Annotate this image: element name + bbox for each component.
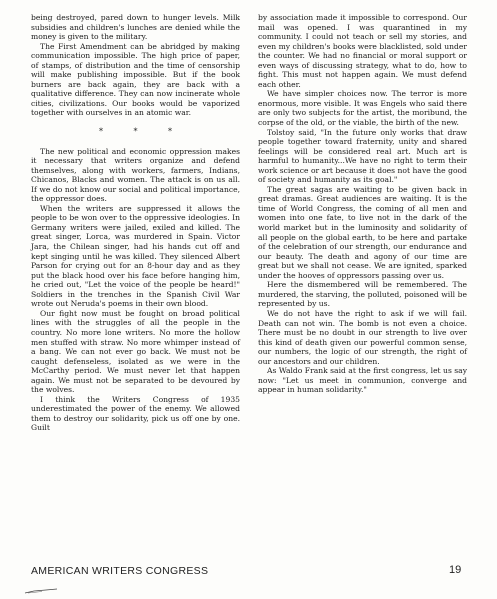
right-paragraph-6: We do not have the right to ask if we will fail. Death can not win. The bomb is not even a choice. There must be no doubt in our strength to live over this kind of death given our powerful common sense, our numbers, the logic of our strength, the right of our ancestors and our children.: [258, 308, 467, 366]
left-paragraph-3: The new political and economic oppression makes it necessary that writers organize and defend themselves, along with workers, farmers, Indians, Chicanos, Blacks and women. The attack is on us all. If we do not know our social and political importance, the oppressor does.: [31, 146, 240, 204]
section-separator: * * *: [98, 127, 187, 137]
page-number: 19: [449, 564, 462, 576]
running-footer-title: AMERICAN WRITERS CONGRESS: [31, 565, 209, 577]
right-paragraph-7: As Waldo Frank said at the first congress, let us say now: "Let us meet in communion, converge and appear in human solidarity.": [258, 366, 467, 395]
left-column: [31, 13, 240, 433]
right-paragraph-5: Here the dismembered will be remembered. The murdered, the starving, the polluted, poisoned will be represented by us.: [258, 280, 467, 309]
right-paragraph-2: We have simpler choices now. The terror is more enormous, more visible. It was Engels who said there are only two subjects for the artist, the moribund, the corpse of the old, or the viable, the birth of the new.: [258, 89, 467, 128]
left-paragraph-2: The First Amendment can be abridged by making communication impossible. The high price of paper, of stamps, of distribution and the time of censorship will make publishing impossible. But if the book burners are back again, they are back with a qualitative difference. They can now incinerate whole cities, civilizations. Our books would be vaporized together with ourselves in an atomic war.: [31, 41, 240, 118]
right-paragraph-4: The great sagas are waiting to be given back in great dramas. Great audiences are waiting. It is the time of World Congress, the coming of all men and women into one fate, to live not in the dark of the world market but in the luminosity and solidarity of all people on the global earth, to be here and partake of the celebration of our strength, our endurance and our beauty. The death and agony of our time are great but we shall not cease. We are ignited, sparked under the hooves of oppressors passing over us.: [258, 184, 467, 280]
right-paragraph-1: by association made it impossible to correspond. Our mail was opened. I was quarantined in my community. I could not teach or sell my stories, and even my children's books were blacklisted, sold under the counter. We had no financial or moral support or even ways of discussing strategy, what to do, how to fight. This must not happen again. We must defend each other.: [258, 13, 467, 89]
right-column: [258, 13, 467, 395]
left-paragraph-6: I think the Writers Congress of 1935 underestimated the power of the enemy. We allowed them to destroy our solidarity, pick us off one by one. Guilt: [31, 394, 240, 433]
left-paragraph-4: When the writers are suppressed it allows the people to be won over to the oppressive ideologies. In Germany writers were jailed, exiled and killed. The great singer, Lorca, was murdered in Spain. Victor Jara, the Chilean singer, had his hands cut off and kept singing until he was killed. They silenced Albert Parson for crying out for an 8-hour day and as they put the black hood over his face before hanging him, he cried out, "Let the voice of the people be heard!" Soldiers in the trenches in the Spanish Civil War wrote out Neruda's poems in their own blood.: [31, 203, 240, 309]
right-paragraph-3: Tolstoy said, "In the future only works that draw people together toward fraternity, unity and shared feelings will be considered real art. Much art is harmful to humanity...We have no right to term their work science or art because it does not have the good of society and humanity as its goal.": [258, 127, 467, 185]
page-scuff-mark: [24, 588, 58, 594]
left-paragraph-1: being destroyed, pared down to hunger levels. Milk subsidies and children's lunches are denied while the money is given to the military.: [31, 13, 240, 42]
left-paragraph-5: Our fight now must be fought on broad political lines with the struggles of all the people in the country. No more lone writers. No more the hollow men stuffed with straw. No more whimper instead of a bang. We can not ever go back. We must not be caught defenseless, isolated as we were in the McCarthy period. We must never let that happen again. We must not be separated to be devoured by the wolves.: [31, 308, 240, 395]
